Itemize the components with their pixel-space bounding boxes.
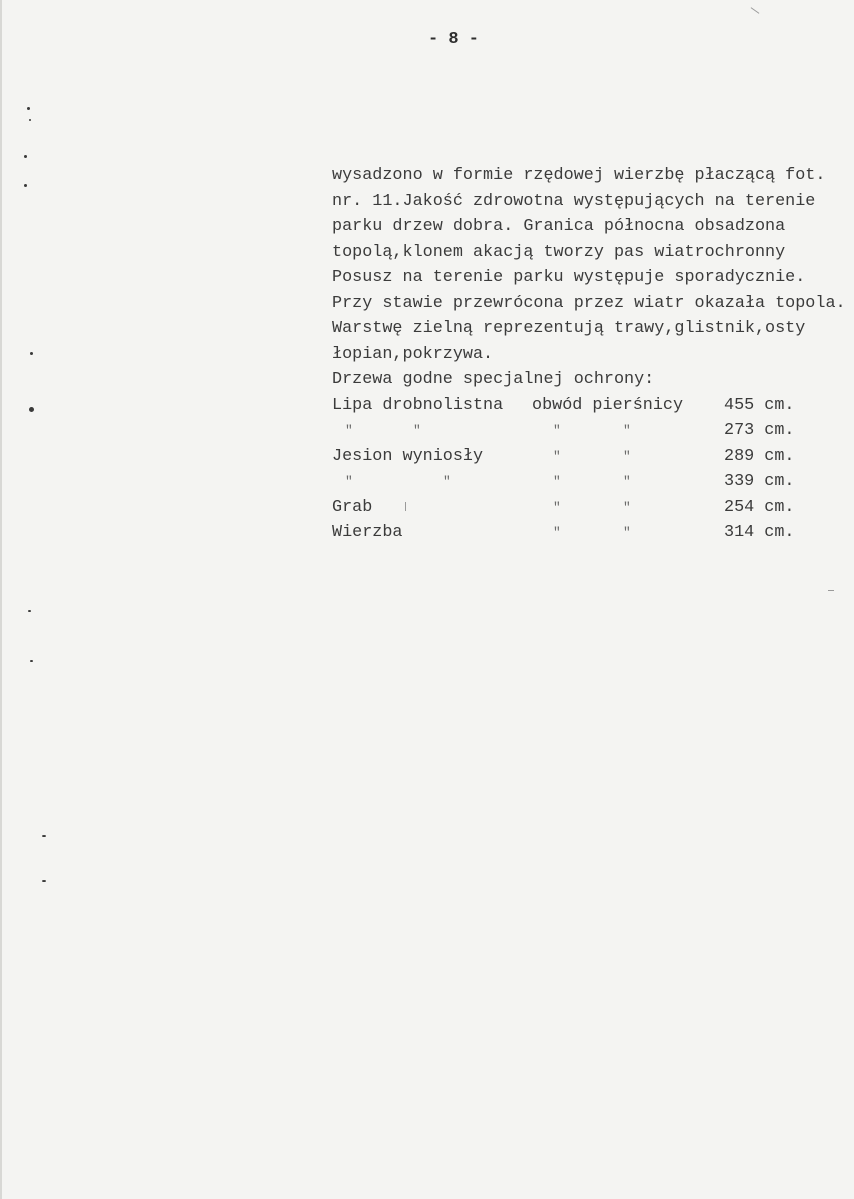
text-line: wysadzono w formie rzędowej wierzbę płaczącą fot. (332, 166, 826, 185)
table-row (332, 495, 832, 521)
text-line: Warstwę zielną reprezentują trawy,glistnik,osty (332, 319, 806, 338)
margin-speck (27, 107, 30, 110)
table-row (332, 444, 832, 470)
ditto-mark: " (623, 525, 631, 540)
circumference-value: 455 cm. (724, 395, 795, 415)
ditto-mark: " (623, 474, 631, 489)
table-row (332, 469, 832, 495)
margin-speck (24, 155, 27, 158)
ditto-mark: " (623, 499, 631, 515)
margin-speck (42, 835, 46, 837)
ditto-mark: " (553, 525, 561, 540)
margin-speck (30, 660, 33, 662)
circumference-value: 254 cm. (724, 497, 795, 517)
list-heading: Drzewa godne specjalnej ochrony: (332, 370, 655, 389)
ditto-mark: " (345, 474, 353, 489)
margin-speck (29, 407, 34, 412)
measure-label: obwód pierśnicy (532, 395, 684, 415)
margin-speck (24, 184, 27, 187)
ditto-mark: " (553, 474, 561, 489)
stray-mark (828, 590, 834, 591)
table-row (332, 393, 832, 419)
ditto-mark: " (345, 423, 353, 438)
margin-speck (30, 352, 33, 355)
margin-speck (28, 610, 31, 612)
tree-name: Wierzba (332, 523, 403, 542)
ditto-mark: " (623, 448, 631, 464)
ditto-mark: " (553, 423, 561, 438)
stray-mark (405, 502, 406, 511)
body-text (332, 163, 846, 393)
table-row (332, 520, 832, 546)
margin-speck (42, 880, 46, 882)
text-line: parku drzew dobra. Granica północna obsadzona (332, 217, 786, 236)
text-line: nr. 11.Jakość zdrowotna występujących na terenie (332, 191, 816, 211)
ditto-mark: " (553, 499, 561, 515)
ditto-mark: " (553, 448, 561, 464)
circumference-value: 339 cm. (724, 472, 795, 491)
tree-name: Jesion wyniosły (332, 446, 484, 466)
margin-speck (29, 119, 31, 121)
tree-name: Lipa drobnolistna (332, 395, 504, 415)
tree-name: Grab (332, 497, 373, 517)
circumference-value: 273 cm. (724, 421, 795, 440)
circumference-value: 314 cm. (724, 523, 795, 542)
text-line: Posusz na terenie parku występuje sporadycznie. (332, 268, 806, 287)
text-line: Przy stawie przewrócona przez wiatr okazała topola. (332, 293, 846, 313)
ditto-mark: " (443, 474, 451, 489)
protected-trees-table (332, 393, 832, 546)
stray-mark (751, 7, 760, 14)
text-line: łopian,pokrzywa. (332, 344, 494, 364)
text-line: topolą,klonem akacją tworzy pas wiatrochronny (332, 242, 786, 262)
circumference-value: 289 cm. (724, 446, 795, 466)
ditto-mark: " (413, 423, 421, 438)
page-number: - 8 - (428, 30, 480, 49)
table-row (332, 418, 832, 444)
ditto-mark: " (623, 423, 631, 438)
